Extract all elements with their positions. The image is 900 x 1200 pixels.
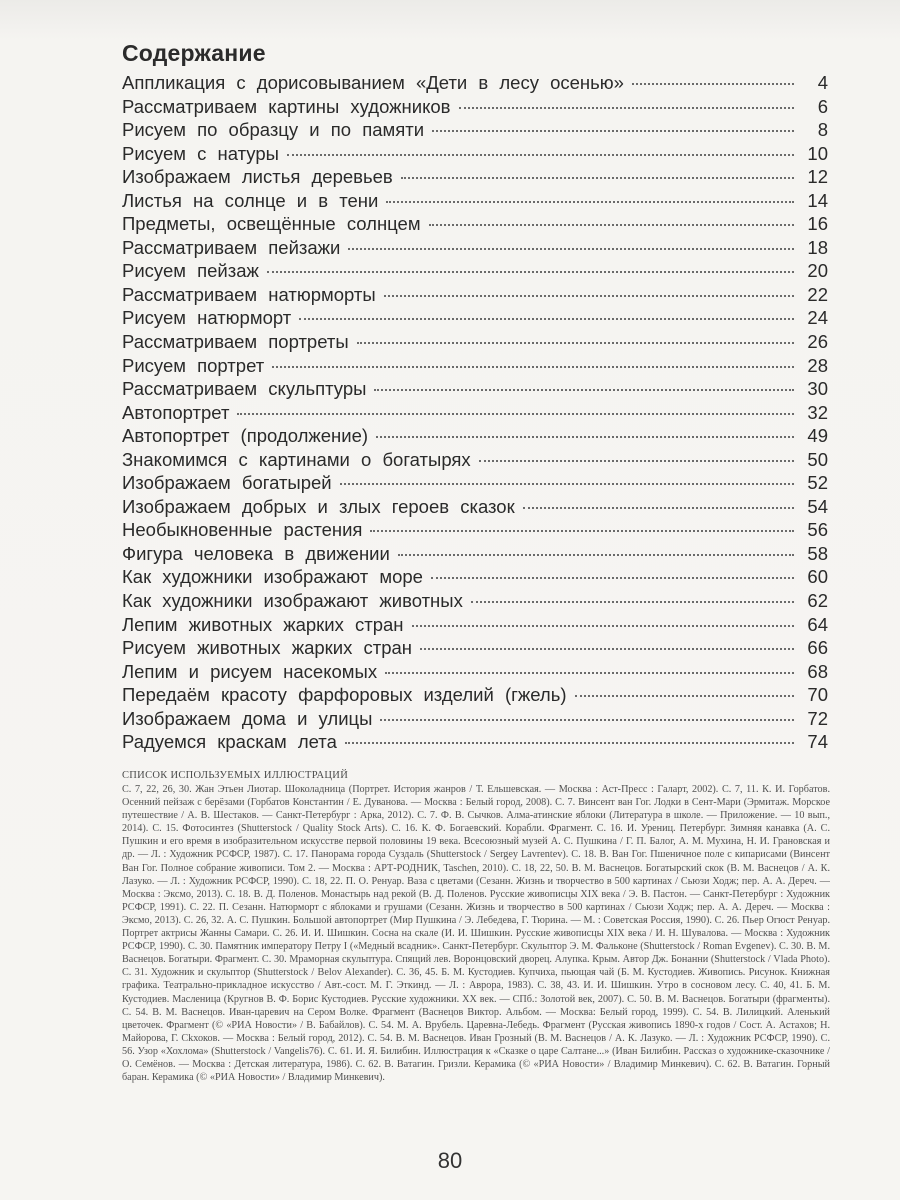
- toc-entry-title: Рисуем животных жарких стран: [122, 637, 412, 659]
- toc-entry-page: 68: [807, 660, 828, 682]
- dot-leader: [412, 625, 794, 627]
- toc-entry-title: Рисуем портрет: [122, 354, 265, 376]
- toc-entry: [122, 637, 828, 661]
- toc-entry-page: 56: [807, 519, 828, 541]
- toc-entry-title: Автопортрет: [122, 401, 230, 423]
- dot-leader: [398, 554, 794, 556]
- toc-entry-title: Рисуем натюрморт: [122, 307, 292, 329]
- toc-entry: [122, 331, 828, 355]
- toc-entry-page: 70: [807, 684, 828, 706]
- toc-entry-page: 66: [807, 637, 828, 659]
- toc-entry-title: Листья на солнце и в тени: [122, 189, 379, 211]
- toc-entry-page: 22: [807, 283, 828, 305]
- dot-leader: [380, 719, 794, 721]
- toc-entry: [122, 543, 828, 567]
- dot-leader: [374, 389, 794, 391]
- toc-entry-page: 52: [807, 472, 828, 494]
- dot-leader: [370, 530, 794, 532]
- toc-entry-page: 54: [807, 495, 828, 517]
- dot-leader: [479, 460, 794, 462]
- table-of-contents: [122, 72, 828, 755]
- toc-entry: [122, 425, 828, 449]
- toc-entry: [122, 213, 828, 237]
- toc-entry-title: Необыкновенные растения: [122, 519, 363, 541]
- page-number: 80: [437, 1148, 463, 1173]
- dot-leader: [385, 672, 794, 674]
- dot-leader: [386, 201, 794, 203]
- dot-leader: [401, 177, 794, 179]
- toc-entry-page: 26: [807, 331, 828, 353]
- toc-entry-page: 60: [807, 566, 828, 588]
- toc-entry-title: Рассматриваем скульптуры: [122, 378, 367, 400]
- toc-entry: [122, 355, 828, 379]
- toc-entry: [122, 496, 828, 520]
- toc-entry: [122, 260, 828, 284]
- toc-entry: [122, 472, 828, 496]
- toc-entry-title: Предметы, освещённые солнцем: [122, 213, 421, 235]
- toc-entry: [122, 378, 828, 402]
- toc-entry-title: Рисуем по образцу и по памяти: [122, 119, 425, 141]
- dot-leader: [345, 742, 794, 744]
- toc-entry: [122, 449, 828, 473]
- dot-leader: [357, 342, 794, 344]
- toc-entry-title: Как художники изображают море: [122, 566, 423, 588]
- toc-entry: [122, 143, 828, 167]
- dot-leader: [429, 224, 794, 226]
- toc-entry-title: Лепим животных жарких стран: [122, 613, 404, 635]
- dot-leader: [575, 695, 794, 697]
- toc-entry-page: 20: [807, 260, 828, 282]
- toc-entry-page: 58: [807, 542, 828, 564]
- toc-entry-page: 6: [817, 95, 828, 117]
- toc-entry-title: Рассматриваем пейзажи: [122, 236, 341, 258]
- toc-entry-page: 28: [807, 354, 828, 376]
- toc-entry-page: 50: [807, 448, 828, 470]
- toc-entry: [122, 72, 828, 96]
- dot-leader: [272, 366, 794, 368]
- dot-leader: [376, 436, 794, 438]
- toc-entry-title: Изображаем добрых и злых героев сказок: [122, 495, 515, 517]
- toc-entry-title: Рассматриваем натюрморты: [122, 283, 376, 305]
- dot-leader: [632, 83, 794, 85]
- toc-entry: [122, 237, 828, 261]
- dot-leader: [471, 601, 794, 603]
- toc-entry-page: 4: [817, 72, 828, 93]
- toc-entry: [122, 96, 828, 120]
- toc-entry: [122, 284, 828, 308]
- toc-entry-page: 14: [807, 189, 828, 211]
- dot-leader: [459, 107, 794, 109]
- toc-entry-title: Автопортрет (продолжение): [122, 425, 369, 447]
- toc-entry-page: 24: [807, 307, 828, 329]
- toc-entry: [122, 661, 828, 685]
- dot-leader: [299, 318, 794, 320]
- dot-leader: [287, 154, 794, 156]
- dot-leader: [384, 295, 794, 297]
- illustrations-heading: СПИСОК ИСПОЛЬЗУЕМЫХ ИЛЛЮСТРАЦИЙ: [122, 770, 349, 781]
- toc-entry: [122, 119, 828, 143]
- toc-entry: [122, 166, 828, 190]
- toc-entry-title: Аппликация с дорисовыванием «Дети в лесу осенью»: [122, 72, 624, 93]
- dot-leader: [431, 577, 794, 579]
- toc-entry-page: 16: [807, 213, 828, 235]
- dot-leader: [237, 413, 794, 415]
- toc-entry: [122, 731, 828, 755]
- toc-entry-title: Рисуем с натуры: [122, 142, 279, 164]
- dot-leader: [348, 248, 794, 250]
- toc-entry: [122, 684, 828, 708]
- toc-entry-title: Лепим и рисуем насекомых: [122, 660, 378, 682]
- toc-entry-page: 72: [807, 707, 828, 729]
- toc-entry: [122, 307, 828, 331]
- contents-heading: Содержание: [122, 40, 266, 66]
- toc-entry-page: 12: [807, 166, 828, 188]
- illustrations-list: С. 7, 22, 26, 30. Жан Этьен Лиотар. Шоколадница (Портрет. История жанров / Т. Ельшевская. — Москва : Аст-Пресс : Галарт, 2002). С. 7, 11. К. И. Горбатов. Осенний пейзаж с берёзами (Горбатов Константин / Е. Дуванова. — Москва : Белый город, 2008). С. 7. Винсент ван Гог. Лодки в Сент-Мари (Эрмитаж. Морское путешествие / А. В. Шестаков. — Санкт-Петербург : Арка, 2012). С. 7. Ф. В. Сычков. Алма-атинские яблоки (Литература в школе. — Приложение. — 10 вып., 2014). С. 15. Фотосинтез (Shutterstock / Quality Stock Arts). С. 16. К. Ф. Богаевский. Корабли. Фрагмент. С. 16. И. Урениц. Петербург. Зимняя канавка (А. С. Пушкин и его время в изобразительном искусстве первой половины 19 века. Всесоюзный музей А. С. Пушкина / Г. П. Балог, А. М. Мухина, Н. И. Грановская и др. — Л. : Художник РСФСР, 1987). С. 17. Панорама города Суздаль (Shutterstock / Sergey Lavrentev). С. 18. В. Ван Гог. Пшеничное поле с кипарисами (Винсент Ван Гог. Полное собрание живописи. Том 2. — Москва : АРТ-РОДНИК, Taschen, 2010). С. 18, 22, 50. В. М. Васнецов. Богатырский скок (В. М. Васнецов / А. К. Лазуко. — Л. : Художник РСФСР, 1990). С. 18, 22. П. О. Ренуар. Ваза с цветами (Сезанн. Жизнь и творчество в 500 картинах / Сьюзи Ходж; пер. А. А. Дереч. — Москва : Эксмо, 2013). С. 18. В. Д. Поленов. Монастырь над рекой (В. Д. Поленов. Русские живописцы XIX века / Э. В. Пастон. — Санкт-Петербург : Художник РСФСР, 1991). С. 22. П. Сезанн. Натюрморт с яблоками и грушами (Сезанн. Жизнь и творчество в 500 картинах / Сьюзи Ходж; пер. А. А. Дереч. — Москва : Эксмо, 2013). С. 26, 32. А. С. Пушкин. Большой автопортрет (Мир Пушкина / Э. Лебедева, Г. Тюрина. — М. : Советская Россия, 1990). С. 26. Пьер Огюст Ренуар. Портрет актрисы Жанны Самари. С. 26. И. И. Шишкин. Сосна на скале (И. И. Шишкин. Русские живописцы XIX века / И. Н. Шувалова. — Москва : Художник РСФСР, 1990). С. 30. Памятник императору Петру I («Медный всадник». Санкт-Петербург. Скульптор Э. М. Фальконе (Shutterstock / Roman Evgenev). С. 30. В. М. Васнецов. Богатыри. Фрагмент. С. 30. Мраморная скульптура. Спящий лев. Воронцовский дворец. Алупка. Крым. Автор Дж. Бонанни (Shutterstock / Vlada Photo). С. 31. Художник и скульптор (Shutterstock / Belov Alexander). С. 36, 45. Б. М. Кустодиев. Купчиха, пьющая чай (Б. М. Кустодиев. Живопись. Рисунок. Книжная графика. Театрально-прикладное искусство / Авт.-сост. М. Г. Эткинд. — Л. : Аврора, 1983). С. 38, 43. И. И. Шишкин. Утро в сосновом лесу. С. 40, 41. Б. М. Кустодиев. Масленица (Кругнов В. Ф. Борис Кустодиев. Русские художники. XX век. — СПб.: Золотой век, 2007). С. 50. В. М. Васнецов. Богатыри (фрагменты). С. 54. В. М. Васнецов. Иван-царевич на Сером Волке. Фрагмент (Васнецов Виктор. Альбом. — Москва: Белый город, 1999). С. 54. В. Лилицкий. Аленький цветочек. Фрагмент (© «РИА Новости» / В. Бабайлов). С. 54. М. А. Врубель. Царевна-Лебедь. Фрагмент (Русская живопись 1890-х годов / Сост. А. Астахов; Н. Майорова, Г. Сkхоков. — Москва : Белый город, 2012). С. 54. В. М. Васнецов. Иван Грозный (В. М. Васнецов / А. К. Лазуко. — Л. : Художник РСФСР, 1990). С. 56. Узор «Хохлома» (Shutterstock / Vangelis76). С. 61. И. Я. Билибин. Иллюстрация к «Сказке о царе Салтане...» (Иван Билибин. Рассказ о художнике-сказочнике / О. Семёнов. — Москва : Детская литература, 1986). С. 62. В. Ватагин. Гризли. Керамика (© «РИА Новости» / Владимир Минкевич). С. 62. В. Ватагин. Горный баран. Керамика (© «РИА Новости» / Владимир Минкевич).: [122, 784, 830, 1084]
- toc-entry-title: Изображаем богатырей: [122, 472, 332, 494]
- toc-entry: [122, 190, 828, 214]
- toc-entry-title: Передаём красоту фарфоровых изделий (гжель): [122, 684, 567, 706]
- toc-entry-page: 8: [817, 119, 828, 141]
- toc-entry-title: Рассматриваем картины художников: [122, 95, 451, 117]
- toc-entry-title: Рассматриваем портреты: [122, 331, 349, 353]
- toc-entry-page: 10: [807, 142, 828, 164]
- toc-entry-page: 64: [807, 613, 828, 635]
- dot-leader: [340, 483, 794, 485]
- toc-entry-title: Радуемся краскам лета: [122, 731, 337, 753]
- toc-entry: [122, 402, 828, 426]
- toc-entry-page: 30: [807, 378, 828, 400]
- toc-entry-page: 18: [807, 236, 828, 258]
- toc-entry-title: Фигура человека в движении: [122, 542, 390, 564]
- toc-entry-title: Как художники изображают животных: [122, 590, 463, 612]
- dot-leader: [523, 507, 794, 509]
- dot-leader: [432, 130, 794, 132]
- toc-entry-title: Знакомимся с картинами о богатырях: [122, 448, 471, 470]
- toc-entry: [122, 708, 828, 732]
- toc-entry: [122, 566, 828, 590]
- toc-entry-title: Изображаем дома и улицы: [122, 707, 373, 729]
- toc-entry: [122, 614, 828, 638]
- toc-entry-title: Рисуем пейзаж: [122, 260, 259, 282]
- dot-leader: [420, 648, 794, 650]
- toc-entry-title: Изображаем листья деревьев: [122, 166, 393, 188]
- toc-entry-page: 49: [807, 425, 828, 447]
- toc-entry: [122, 519, 828, 543]
- toc-entry: [122, 590, 828, 614]
- toc-entry-page: 74: [807, 731, 828, 753]
- dot-leader: [267, 271, 794, 273]
- toc-entry-page: 62: [807, 590, 828, 612]
- toc-entry-page: 32: [807, 401, 828, 423]
